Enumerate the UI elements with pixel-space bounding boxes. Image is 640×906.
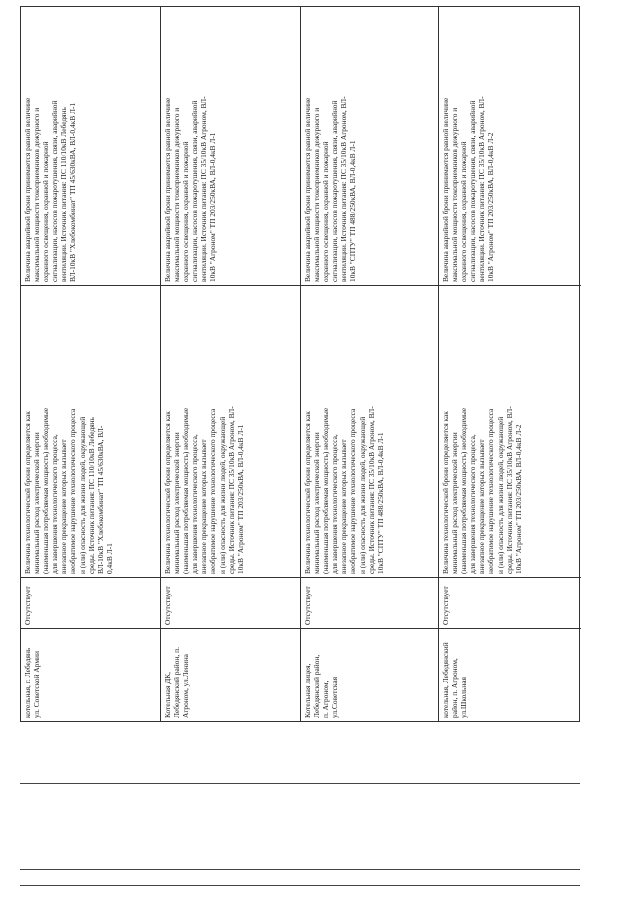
object-cell: котельная, Лебедянский район, п. Агроном, ул.Школьная bbox=[439, 628, 581, 721]
present-cell: Отсутствует bbox=[161, 577, 300, 628]
object-cell: Котельная лицея, Лебедянский район, п. Агроном, ул.Советская bbox=[301, 628, 438, 721]
present-cell: Отсутствует bbox=[301, 577, 438, 628]
object-cell: Котельная ДК, Лебедянский район, п. Агроном, ул.Ленина bbox=[161, 628, 300, 721]
emergency-reserve-cell: Величина аварийной брони принимается равной величине максимальной мощности токоприемников дежурного и охранного освещения, охранной и пожарной сигнализации, насосов пожаротушения, связи, аварийной вентиляции. Источник питания: ПС 35/10кВ Агроном, ВЛ- 10кВ "СПТУ" ТП 488/250кВА, ВЛ-0,4кВ Л-1 bbox=[303, 96, 358, 282]
table-row bbox=[301, 7, 439, 721]
table-row bbox=[439, 7, 581, 721]
footer-rule bbox=[20, 869, 580, 870]
emergency-reserve-cell: Величина аварийной брони принимается равной величине максимальной мощности токоприемников дежурного и охранного освещения, охранной и пожарной сигнализации, насосов пожаротушения, связи, аварийной вентиляции. Источник питания: ПС 35/10кВ Агроном, ВЛ- 10кВ "Агроном" ТП 203/250кВА, ВЛ-0,4кВ Л-1 bbox=[163, 96, 218, 282]
footer-rule bbox=[20, 885, 580, 886]
technological-reserve-cell: Величина технологической брони определяется как минимальный расход электрической энергии (наименьшая потребляемая мощность) необходимые для завершения технологического процесса, внезапное прекращение которых вызывает необратимое нарушение технологического процесса и (или) опасность для жизни людей, окружающей среды. Источник питания: ПС 35/10кВ Агроном, ВЛ- 10кВ "СПТУ" ТП 488/250кВА, ВЛ-0,4кВ Л-1 bbox=[301, 285, 438, 577]
separator-rule bbox=[20, 783, 580, 784]
table-row bbox=[21, 7, 161, 721]
emergency-reserve-cell: Величина аварийной брони принимается равной величине максимальной мощности токоприемников дежурного и охранного освещения, охранной и пожарной сигнализации, насосов пожаротушения, связи, аварийной вентиляции. Источник питания: ПС 35/10кВ Агроном, ВЛ- 10кВ "Агроном" ТП 203/250кВА, ВЛ-0,4кВ Л-2 bbox=[441, 96, 496, 282]
object-cell: котельная, г. Лебедянь ул. Советской Армии bbox=[21, 628, 160, 721]
technological-reserve-cell: Величина технологической брони определяется как минимальный расход электрической энергии (наименьшая потребляемая мощность) необходимые для завершения технологического процесса, внезапное прекращение которых вызывает необратимое нарушение технологического процесса и (или) опасность для жизни людей, окружающей среды. Источник питания: ПС 35/10кВ Агроном, ВЛ- 10кВ "Агроном" ТП 203/250кВА, ВЛ-0,4кВ Л-2 bbox=[439, 285, 581, 577]
table-row bbox=[161, 7, 301, 721]
present-cell: Отсутствует bbox=[439, 577, 581, 628]
reservation-table bbox=[20, 6, 580, 722]
technological-reserve-cell: Величина технологической брони определяется как минимальный расход электрической энергии (наименьшая потребляемая мощность) необходимые для завершения технологического процесса, внезапное прекращение которых вызывает необратимое нарушение технологического процесса и (или) опасность для жизни людей, окружающей среды. Источник питания: ПС 110/10кВ Лебедянь ВЛ-10кВ "Хлебокомбинат" ТП 45/630кВА, ВЛ- 0,4кВ Л-1 bbox=[21, 285, 160, 577]
emergency-reserve-cell: Величина аварийной брони принимается равной величине максимальной мощности токоприемников дежурного и охранного освещения, охранной и пожарной сигнализации, насосов пожаротушения, связи, аварийной вентиляции. Источник питания: ПС 110/10кВ Лебедянь ВЛ-10кВ "Хлебокомбинат" ТП 45/630кВА, ВЛ-0,4кВ Л-1 bbox=[23, 97, 78, 282]
technological-reserve-cell: Величина технологической брони определяется как минимальный расход электрической энергии (наименьшая потребляемая мощность) необходимые для завершения технологического процесса, внезапное прекращение которых вызывает необратимое нарушение технологического процесса и (или) опасность для жизни людей, окружающей среды. Источник питания: ПС 35/10кВ Агроном, ВЛ- 10кВ "Агроном" ТП 203/250кВА, ВЛ-0,4кВ Л-1 bbox=[161, 285, 300, 577]
present-cell: Отсутствует bbox=[21, 577, 160, 628]
